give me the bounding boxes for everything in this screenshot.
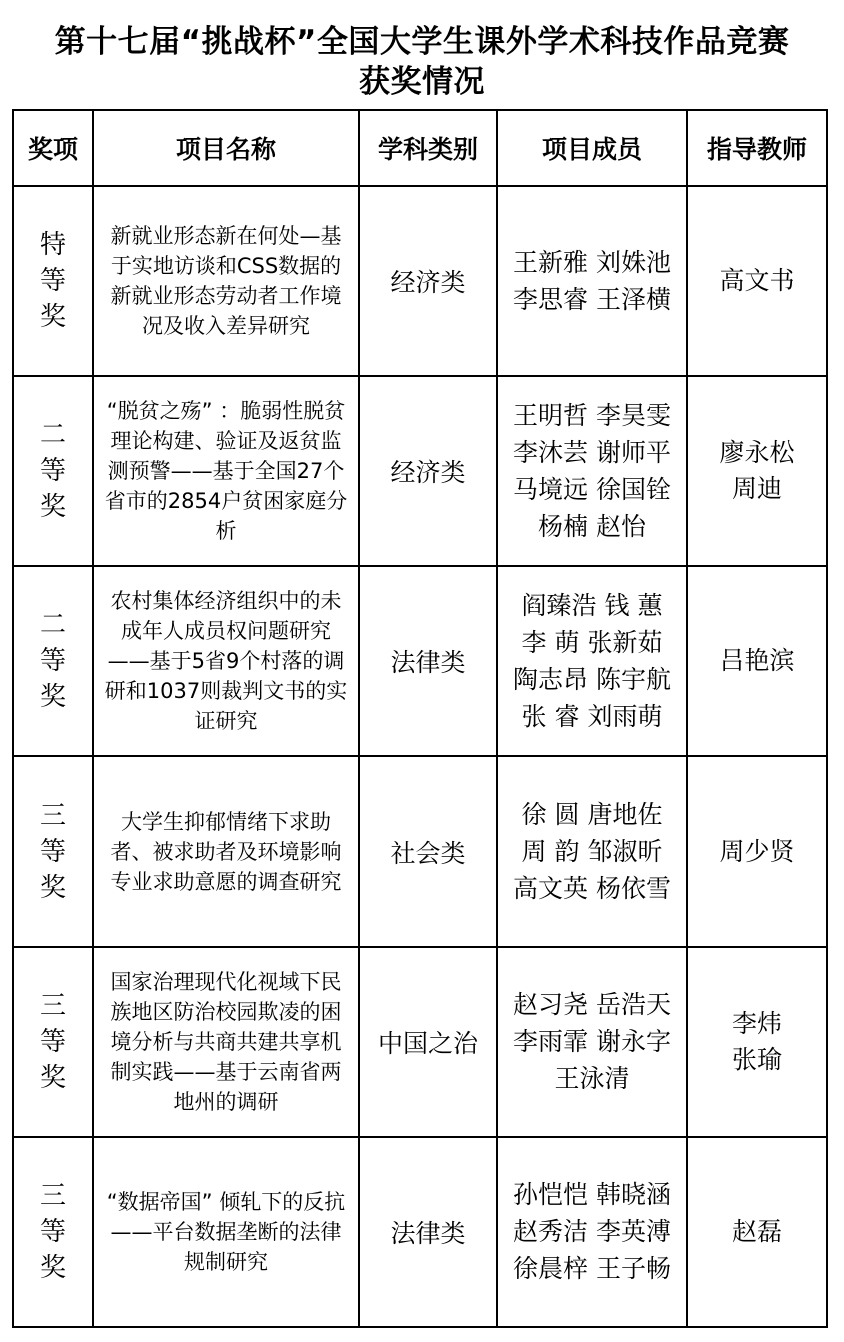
member-line: 赵秀洁 李英溥 (513, 1217, 671, 1247)
member-line: 高文英 杨依雪 (513, 874, 671, 904)
member-line: 李思睿 王泽横 (513, 285, 671, 315)
award-cell (13, 947, 93, 1137)
award-label: 二等奖 (39, 420, 66, 523)
member-line: 徐晨梓 王子畅 (513, 1254, 671, 1284)
advisor-name: 廖永松 (719, 438, 795, 468)
category-label: 社会类 (390, 838, 466, 868)
category-label: 中国之治 (377, 1028, 478, 1058)
page-title-line1: 第十七届“挑战杯”全国大学生课外学术科技作品竞赛 (54, 24, 790, 60)
advisor-cell (687, 756, 827, 946)
member-line: 王明哲 李昊雯 (513, 401, 671, 431)
header-advisor: 指导教师 (687, 110, 827, 186)
category-cell (359, 756, 497, 946)
project-name-cell (93, 566, 359, 756)
award-label: 二等奖 (39, 610, 66, 713)
category-cell (359, 376, 497, 566)
award-cell (13, 756, 93, 946)
project-name: 大学生抑郁情绪下求助者、被求助者及环境影响专业求助意愿的调查研究 (110, 809, 342, 894)
award-cell (13, 376, 93, 566)
members-cell (497, 566, 687, 756)
award-label: 三等奖 (39, 1180, 66, 1283)
advisor-cell (687, 376, 827, 566)
advisor-cell (687, 566, 827, 756)
category-label: 经济类 (390, 458, 466, 488)
advisor-name: 周迪 (731, 474, 782, 504)
member-line: 赵习尧 岳浩天 (513, 990, 671, 1020)
category-cell (359, 186, 497, 376)
members-cell (497, 186, 687, 376)
award-label: 三等奖 (39, 990, 66, 1093)
award-cell (13, 186, 93, 376)
project-name: 农村集体经济组织中的未成年人成员权问题研究——基于5省9个村落的调研和1037则裁判文书的实证研究 (104, 589, 348, 734)
award-cell (13, 566, 93, 756)
header-members: 项目成员 (497, 110, 687, 186)
member-line: 王新雅 刘姝池 (513, 248, 671, 278)
advisor-cell (687, 947, 827, 1137)
advisor-name: 周少贤 (719, 836, 795, 866)
member-line: 李雨霏 谢永字 (513, 1027, 671, 1057)
category-cell (359, 947, 497, 1137)
member-line: 李沐芸 谢师平 (513, 438, 671, 468)
award-label: 三等奖 (39, 800, 66, 903)
member-line: 李 萌 张新茹 (521, 628, 663, 658)
project-name-cell (93, 756, 359, 946)
table-row (13, 756, 827, 946)
category-label: 法律类 (390, 648, 466, 678)
award-label: 特等奖 (39, 230, 66, 333)
header-category: 学科类别 (359, 110, 497, 186)
category-label: 经济类 (390, 268, 466, 298)
advisor-name: 张瑜 (731, 1044, 782, 1074)
advisor-cell (687, 1137, 827, 1327)
project-name-cell (93, 376, 359, 566)
member-line: 阎臻浩 钱 蕙 (521, 591, 663, 621)
table-row (13, 376, 827, 566)
project-name: 国家治理现代化视域下民族地区防治校园欺凌的困境分析与共商共建共享机制实践——基于云南省两地州的调研 (110, 969, 342, 1114)
member-line: 周 韵 邹淑昕 (521, 837, 663, 867)
project-name: 新就业形态新在何处—基于实地访谈和CSS数据的新就业形态劳动者工作境况及收入差异研究 (110, 224, 342, 339)
project-name-cell (93, 947, 359, 1137)
member-line: 马境远 徐国铨 (513, 475, 671, 505)
advisor-cell (687, 186, 827, 376)
member-line: 徐 圆 唐地佐 (521, 800, 663, 830)
table-row (13, 1137, 827, 1327)
project-name-cell (93, 186, 359, 376)
page-title (0, 22, 844, 102)
project-name: “数据帝国” 倾轧下的反抗——平台数据垄断的法律规制研究 (106, 1189, 346, 1274)
category-cell (359, 1137, 497, 1327)
project-name: “脱贫之殇” ：脆弱性脱贫理论构建、验证及返贫监测预警——基于全国27个省市的2854户贫困家庭分析 (104, 399, 348, 544)
project-name-cell (93, 1137, 359, 1327)
header-project-name: 项目名称 (93, 110, 359, 186)
page-title-line2: 获奖情况 (359, 64, 485, 100)
category-cell (359, 566, 497, 756)
members-cell (497, 1137, 687, 1327)
members-cell (497, 947, 687, 1137)
members-cell (497, 756, 687, 946)
member-line: 孙恺恺 韩晓涵 (513, 1180, 671, 1210)
header-award: 奖项 (13, 110, 93, 186)
table-row (13, 566, 827, 756)
advisor-name: 李炜 (731, 1008, 782, 1038)
member-line: 杨楠 赵怡 (538, 512, 646, 542)
advisor-name: 吕艳滨 (719, 646, 795, 676)
member-line: 陶志昂 陈宇航 (513, 665, 671, 695)
category-label: 法律类 (390, 1218, 466, 1248)
member-line: 张 睿 刘雨萌 (521, 702, 663, 732)
table-row (13, 186, 827, 376)
advisor-name: 赵磊 (731, 1216, 782, 1246)
award-cell (13, 1137, 93, 1327)
table-row (13, 947, 827, 1137)
member-line: 王泳清 (554, 1064, 630, 1094)
table-header-row (13, 110, 827, 186)
members-cell (497, 376, 687, 566)
advisor-name: 高文书 (719, 266, 795, 296)
awards-table (12, 109, 828, 1328)
